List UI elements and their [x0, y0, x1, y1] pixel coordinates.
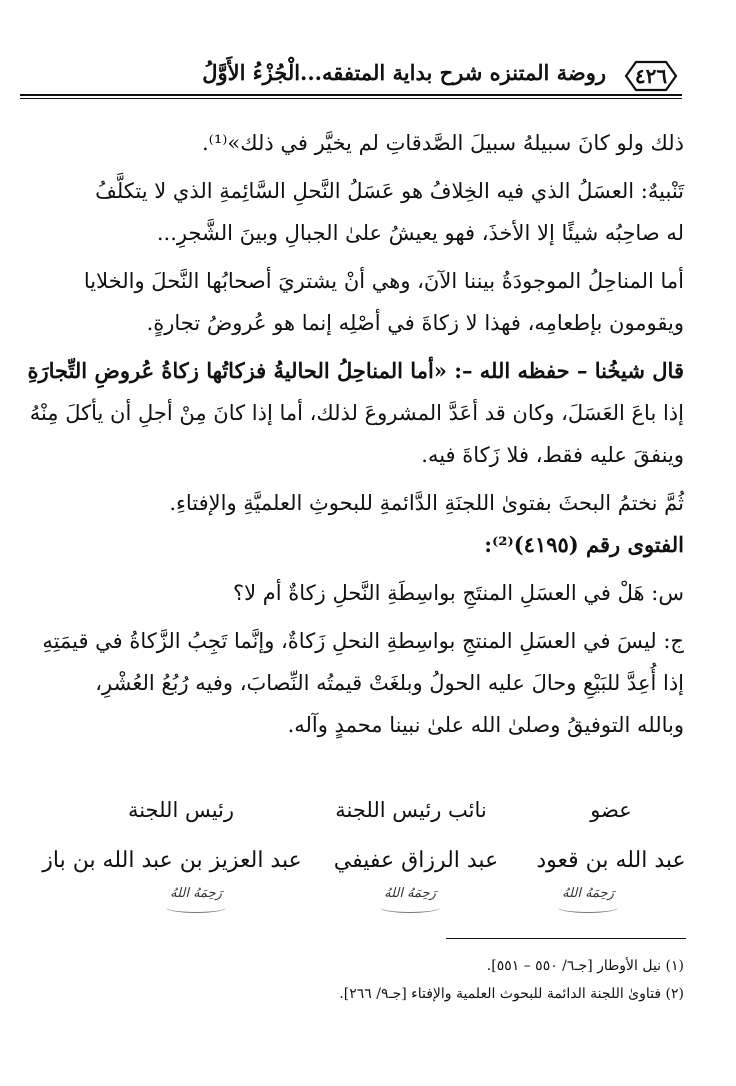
text-line: إذا باعَ العَسَلَ، وكان قد أعَدَّ المشروعَ لذلك، أما إذا كانَ مِنْ أجلِ أن يأكلَ مِنْهُ	[29, 401, 684, 425]
running-title: روضة المتنزه شرح بداية المتفقه...الْجُزْءُ الأَوَّلُ	[202, 60, 606, 85]
text-line: له صاحِبُه شيئًا إلا الأخذَ، فهو يعيشُ علىٰ الجبالِ وبينَ الشَّجرِ...	[156, 221, 684, 245]
footnotes	[50, 952, 684, 1008]
seal-calligraphy: رَحِمَهُ اللهُ	[166, 886, 226, 913]
text-line: أما المناحِلُ الموجودَةُ بيننا الآنَ، وهي أنْ يشتريَ أصحابُها النَّحلَ والخلايا	[83, 269, 684, 293]
text-line: وينفقَ عليه فقط، فلا زَكاةَ فيه.	[421, 443, 684, 467]
answer-line: إذا أُعِدَّ للبَيْعِ وحالَ عليه الحولُ وبلغَتْ قيمتُه النِّصابَ، وفيه رُبُعُ العُشْرِ،	[95, 671, 684, 695]
page-number-badge	[620, 58, 682, 94]
signatory-role: نائب رئيس اللجنة	[335, 798, 487, 822]
text-line: قال شيخُنا – حفظه الله –: «أما المناحِلُ الحاليةُ فزكاتُها زكاةُ عُروضِ التِّجارَةِ	[27, 358, 684, 383]
seal-calligraphy: رَحِمَهُ اللهُ	[558, 886, 618, 913]
text-line: تَنْبيهٌ: العسَلُ الذي فيه الخِلافُ هو عَسَلُ النَّحلِ السَّائِمةِ الذي لا يتكلَّفُ	[95, 179, 684, 203]
answer-line: وبالله التوفيقُ وصلىٰ الله علىٰ نبينا محمدٍ وآله.	[287, 713, 684, 737]
header-rule-thin	[20, 98, 682, 99]
signatory-name: عبد العزيز بن عبد الله بن باز	[42, 848, 302, 873]
body-text	[27, 122, 684, 746]
page-header	[20, 50, 682, 106]
signatory-name: عبد الله بن قعود	[536, 848, 686, 873]
page-number: ٤٢٦	[634, 64, 668, 88]
fatwa-heading: الفتوى رقم (٤١٩٥)⁽²⁾:	[484, 532, 684, 557]
signatory-role: رئيس اللجنة	[127, 798, 235, 822]
text-line: ذلك ولو كانَ سبيلهُ سبيلَ الصَّدقاتِ لم يخيَّر في ذلك»⁽¹⁾.	[201, 131, 684, 155]
footnote: (١) نيل الأوطار [جـ٦/ ٥٥٠ – ٥٥١].	[486, 958, 684, 974]
seal-calligraphy: رَحِمَهُ اللهُ	[380, 886, 440, 913]
answer-line: ج: ليسَ في العسَلِ المنتجِ بواسِطةِ النحلِ زَكاةٌ، وإنَّما تَجِبُ الزَّكاةُ في قيمَتِهِ	[42, 629, 684, 653]
footnote: (٢) فتاوىٰ اللجنة الدائمة للبحوث العلمية والإفتاء [جـ٩/ ٢٦٦].	[339, 986, 684, 1002]
footnote-rule	[446, 938, 686, 939]
header-rule	[20, 94, 682, 96]
text-line: ويقومون بإطعامِه، فهذا لا زكاةَ في أصْلِه إنما هو عُروضُ تجارةٍ.	[146, 311, 684, 335]
signatory-role: عضو	[590, 798, 632, 822]
text-line: ثُمَّ نختمُ البحثَ بفتوىٰ اللجنَةِ الدَّائمةِ للبحوثِ العلميَّةِ والإفتاءِ.	[169, 491, 684, 515]
signatory-name: عبد الرزاق عفيفي	[333, 848, 499, 873]
question-line: س: هَلْ في العسَلِ المنتَجِ بواسِطَةِ النَّحلِ زكاةٌ أم لا؟	[232, 581, 684, 605]
